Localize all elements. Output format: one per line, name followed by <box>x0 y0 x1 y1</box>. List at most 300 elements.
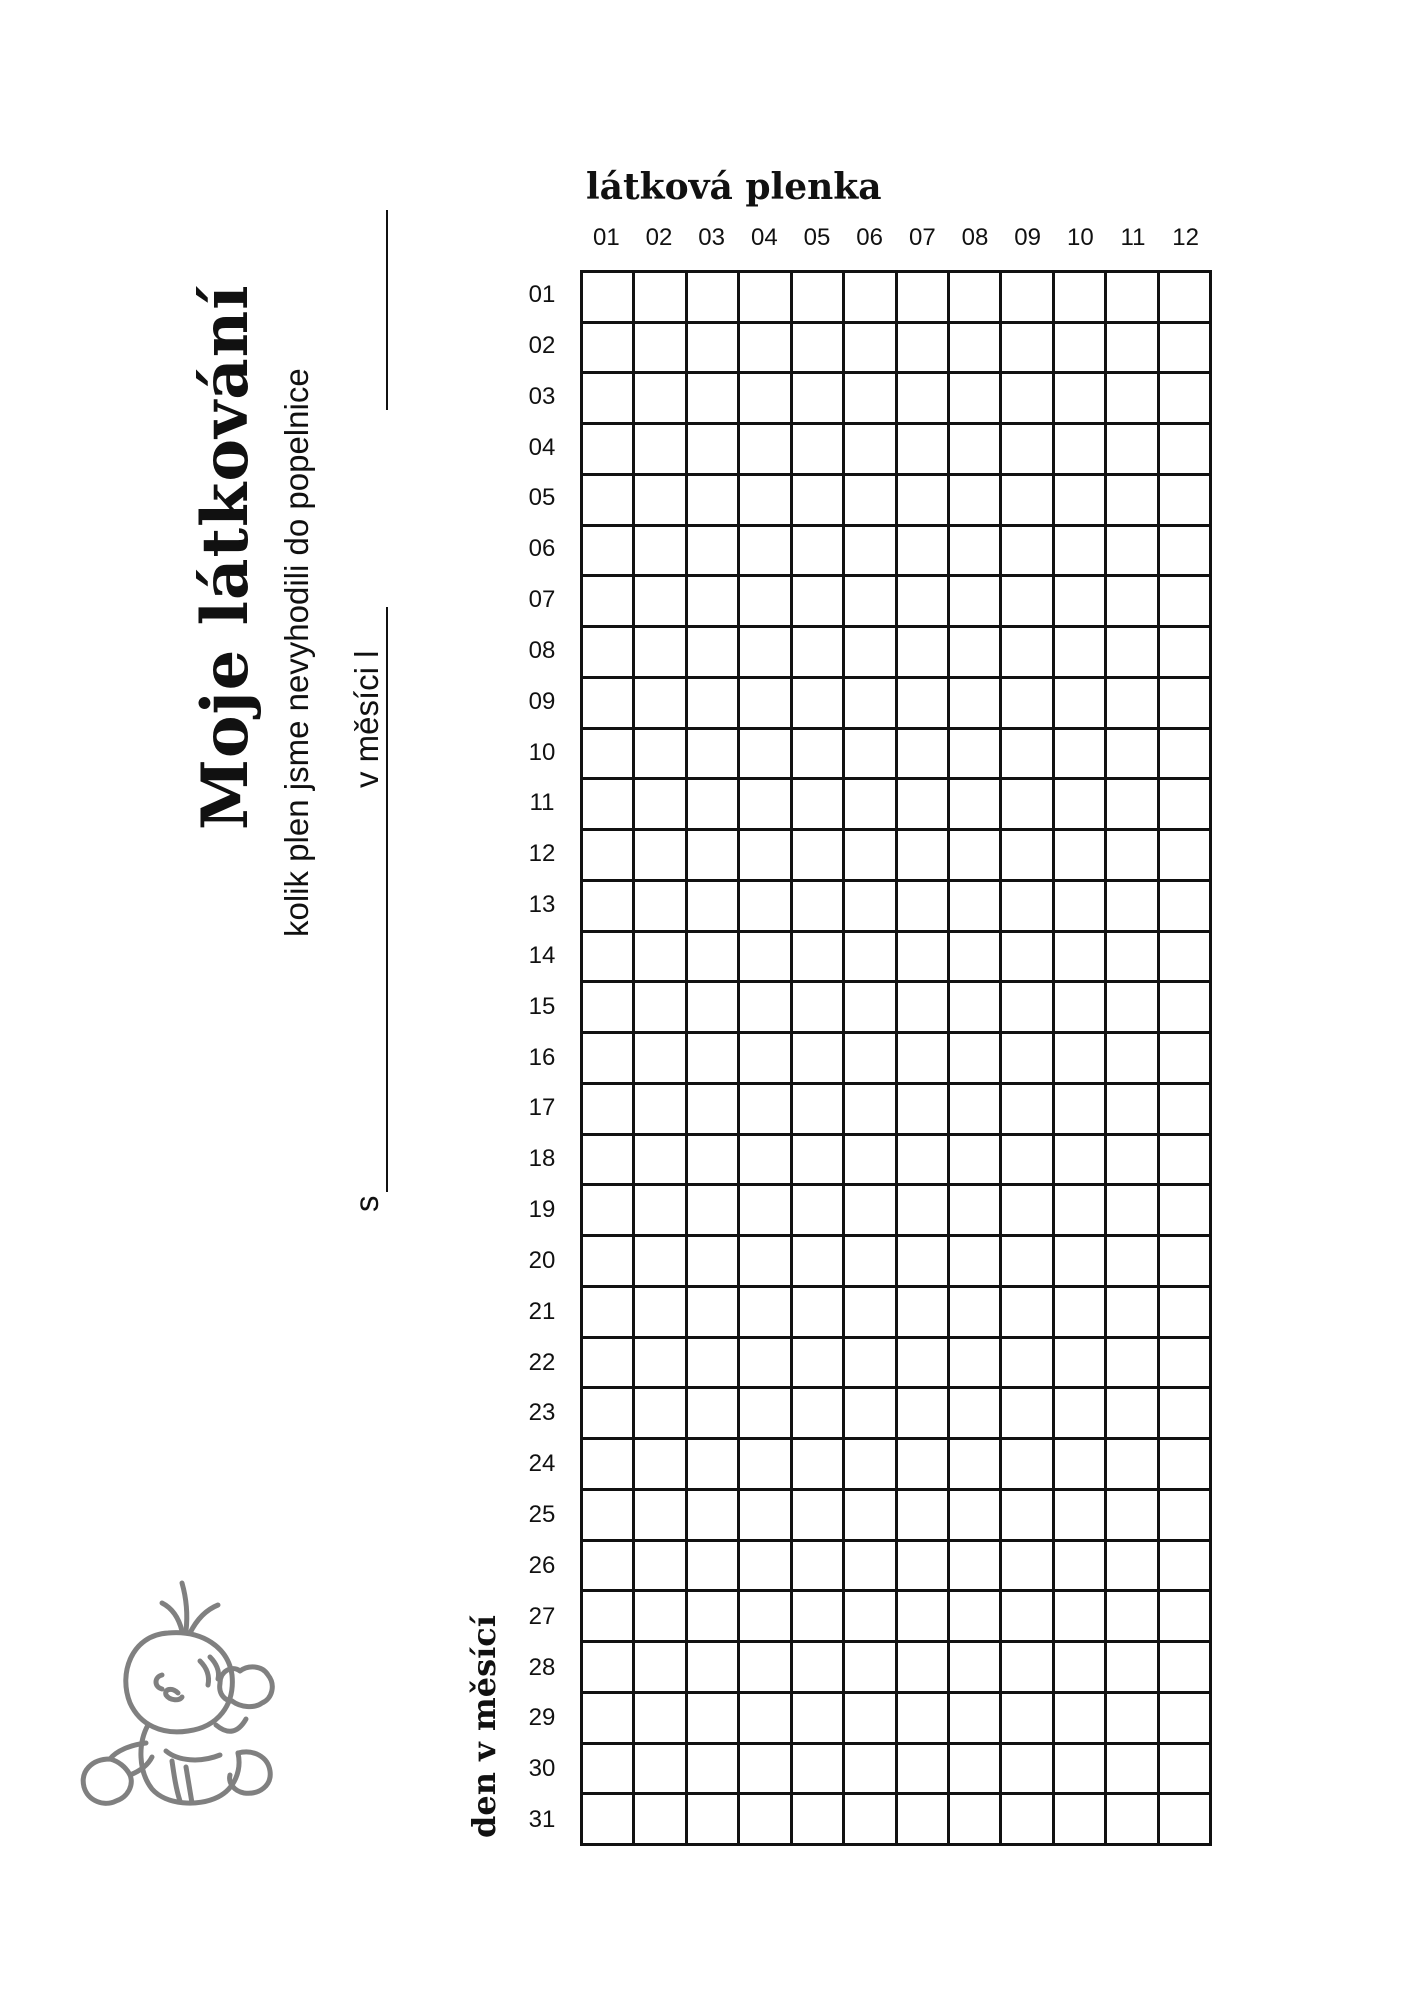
tally-cell[interactable] <box>898 1745 950 1796</box>
tally-cell[interactable] <box>1160 1440 1212 1491</box>
tally-cell[interactable] <box>1002 1186 1054 1237</box>
tally-cell[interactable] <box>583 730 635 781</box>
tally-cell[interactable] <box>1055 1542 1107 1593</box>
tally-cell[interactable] <box>740 577 792 628</box>
tally-cell[interactable] <box>1107 1440 1159 1491</box>
tally-cell[interactable] <box>583 1288 635 1339</box>
tally-cell[interactable] <box>898 1186 950 1237</box>
tally-cell[interactable] <box>1055 1795 1107 1846</box>
tally-cell[interactable] <box>1107 1643 1159 1694</box>
tally-cell[interactable] <box>793 1288 845 1339</box>
tally-cell[interactable] <box>740 476 792 527</box>
tally-cell[interactable] <box>950 324 1002 375</box>
tally-cell[interactable] <box>845 476 897 527</box>
tally-cell[interactable] <box>1002 1034 1054 1085</box>
tally-cell[interactable] <box>583 1745 635 1796</box>
tally-cell[interactable] <box>583 1694 635 1745</box>
tally-cell[interactable] <box>950 273 1002 324</box>
tally-cell[interactable] <box>898 831 950 882</box>
tally-cell[interactable] <box>635 577 687 628</box>
tally-cell[interactable] <box>635 527 687 578</box>
tally-cell[interactable] <box>793 1389 845 1440</box>
tally-cell[interactable] <box>793 1694 845 1745</box>
tally-cell[interactable] <box>740 933 792 984</box>
tally-cell[interactable] <box>845 1542 897 1593</box>
tally-cell[interactable] <box>1055 831 1107 882</box>
tally-cell[interactable] <box>1107 1542 1159 1593</box>
tally-cell[interactable] <box>793 933 845 984</box>
tally-cell[interactable] <box>1002 933 1054 984</box>
tally-cell[interactable] <box>1107 374 1159 425</box>
tally-cell[interactable] <box>740 374 792 425</box>
tally-cell[interactable] <box>635 1389 687 1440</box>
tally-cell[interactable] <box>793 374 845 425</box>
tally-cell[interactable] <box>845 1592 897 1643</box>
tally-cell[interactable] <box>1160 1491 1212 1542</box>
tally-cell[interactable] <box>740 983 792 1034</box>
tally-cell[interactable] <box>845 1795 897 1846</box>
tally-cell[interactable] <box>1002 577 1054 628</box>
tally-cell[interactable] <box>950 1440 1002 1491</box>
tally-cell[interactable] <box>635 1237 687 1288</box>
tally-cell[interactable] <box>1055 933 1107 984</box>
tally-cell[interactable] <box>898 1694 950 1745</box>
tally-cell[interactable] <box>688 1237 740 1288</box>
tally-cell[interactable] <box>688 780 740 831</box>
tally-cell[interactable] <box>793 425 845 476</box>
tally-cell[interactable] <box>740 1795 792 1846</box>
tally-cell[interactable] <box>635 1694 687 1745</box>
tally-cell[interactable] <box>1107 933 1159 984</box>
tally-cell[interactable] <box>950 1237 1002 1288</box>
tally-cell[interactable] <box>583 1237 635 1288</box>
tally-cell[interactable] <box>1055 1186 1107 1237</box>
tally-cell[interactable] <box>1055 1694 1107 1745</box>
tally-cell[interactable] <box>1002 374 1054 425</box>
tally-cell[interactable] <box>1055 730 1107 781</box>
tally-cell[interactable] <box>583 882 635 933</box>
tally-cell[interactable] <box>1055 1745 1107 1796</box>
tally-cell[interactable] <box>898 1440 950 1491</box>
tally-cell[interactable] <box>1107 882 1159 933</box>
tally-cell[interactable] <box>845 1491 897 1542</box>
tally-cell[interactable] <box>845 983 897 1034</box>
tally-cell[interactable] <box>1002 1288 1054 1339</box>
tally-cell[interactable] <box>1160 527 1212 578</box>
tally-cell[interactable] <box>898 1339 950 1390</box>
tally-cell[interactable] <box>1055 628 1107 679</box>
tally-cell[interactable] <box>583 1034 635 1085</box>
tally-cell[interactable] <box>898 1237 950 1288</box>
tally-cell[interactable] <box>740 324 792 375</box>
tally-cell[interactable] <box>688 1795 740 1846</box>
tally-cell[interactable] <box>950 1491 1002 1542</box>
tally-cell[interactable] <box>635 730 687 781</box>
tally-cell[interactable] <box>950 1034 1002 1085</box>
tally-cell[interactable] <box>793 831 845 882</box>
tally-cell[interactable] <box>688 577 740 628</box>
tally-cell[interactable] <box>950 1795 1002 1846</box>
tally-cell[interactable] <box>1055 527 1107 578</box>
tally-cell[interactable] <box>845 628 897 679</box>
tally-cell[interactable] <box>950 1085 1002 1136</box>
tally-cell[interactable] <box>1002 1085 1054 1136</box>
tally-cell[interactable] <box>845 1339 897 1390</box>
tally-cell[interactable] <box>688 1339 740 1390</box>
tally-cell[interactable] <box>845 1186 897 1237</box>
tally-cell[interactable] <box>740 1694 792 1745</box>
tally-cell[interactable] <box>1002 1440 1054 1491</box>
tally-cell[interactable] <box>845 1440 897 1491</box>
tally-cell[interactable] <box>1107 1288 1159 1339</box>
tally-cell[interactable] <box>635 780 687 831</box>
tally-cell[interactable] <box>845 1745 897 1796</box>
tally-cell[interactable] <box>950 780 1002 831</box>
tally-cell[interactable] <box>688 1288 740 1339</box>
tally-cell[interactable] <box>1002 1592 1054 1643</box>
tally-cell[interactable] <box>688 1542 740 1593</box>
tally-cell[interactable] <box>1002 679 1054 730</box>
tally-cell[interactable] <box>688 374 740 425</box>
tally-cell[interactable] <box>1160 1288 1212 1339</box>
tally-cell[interactable] <box>1055 882 1107 933</box>
tally-cell[interactable] <box>845 1694 897 1745</box>
tally-cell[interactable] <box>1055 1339 1107 1390</box>
tally-cell[interactable] <box>1055 273 1107 324</box>
tally-cell[interactable] <box>950 1136 1002 1187</box>
tally-cell[interactable] <box>1160 1745 1212 1796</box>
tally-cell[interactable] <box>793 1186 845 1237</box>
tally-cell[interactable] <box>1107 1136 1159 1187</box>
tally-cell[interactable] <box>1107 1237 1159 1288</box>
tally-cell[interactable] <box>740 831 792 882</box>
tally-cell[interactable] <box>583 273 635 324</box>
tally-cell[interactable] <box>898 780 950 831</box>
tally-cell[interactable] <box>1160 1694 1212 1745</box>
tally-cell[interactable] <box>1002 1237 1054 1288</box>
tally-cell[interactable] <box>950 933 1002 984</box>
tally-cell[interactable] <box>635 425 687 476</box>
tally-cell[interactable] <box>1160 374 1212 425</box>
tally-cell[interactable] <box>1107 1339 1159 1390</box>
tally-cell[interactable] <box>1107 1694 1159 1745</box>
tally-cell[interactable] <box>688 679 740 730</box>
tally-cell[interactable] <box>688 1694 740 1745</box>
tally-cell[interactable] <box>845 1237 897 1288</box>
tally-cell[interactable] <box>635 1795 687 1846</box>
tally-cell[interactable] <box>1002 831 1054 882</box>
tally-cell[interactable] <box>793 882 845 933</box>
tally-cell[interactable] <box>898 324 950 375</box>
tally-cell[interactable] <box>793 1085 845 1136</box>
tally-cell[interactable] <box>740 273 792 324</box>
tally-cell[interactable] <box>1160 1136 1212 1187</box>
tally-cell[interactable] <box>1002 1694 1054 1745</box>
tally-cell[interactable] <box>583 1542 635 1593</box>
tally-cell[interactable] <box>845 882 897 933</box>
tally-cell[interactable] <box>1107 476 1159 527</box>
tally-cell[interactable] <box>1055 577 1107 628</box>
tally-cell[interactable] <box>898 679 950 730</box>
tally-cell[interactable] <box>635 1339 687 1390</box>
tally-cell[interactable] <box>950 1592 1002 1643</box>
tally-cell[interactable] <box>845 577 897 628</box>
tally-cell[interactable] <box>1055 1034 1107 1085</box>
tally-cell[interactable] <box>740 1592 792 1643</box>
tally-cell[interactable] <box>793 577 845 628</box>
tally-cell[interactable] <box>1107 577 1159 628</box>
tally-cell[interactable] <box>635 1643 687 1694</box>
tally-cell[interactable] <box>793 679 845 730</box>
tally-cell[interactable] <box>1160 1389 1212 1440</box>
tally-cell[interactable] <box>898 527 950 578</box>
tally-cell[interactable] <box>583 1592 635 1643</box>
tally-cell[interactable] <box>635 628 687 679</box>
tally-cell[interactable] <box>1107 324 1159 375</box>
tally-cell[interactable] <box>1160 933 1212 984</box>
tally-cell[interactable] <box>740 1288 792 1339</box>
tally-cell[interactable] <box>740 1643 792 1694</box>
tally-cell[interactable] <box>583 1339 635 1390</box>
tally-cell[interactable] <box>898 1795 950 1846</box>
tally-cell[interactable] <box>845 1389 897 1440</box>
tally-cell[interactable] <box>1107 273 1159 324</box>
tally-cell[interactable] <box>950 730 1002 781</box>
tally-cell[interactable] <box>845 933 897 984</box>
tally-cell[interactable] <box>688 983 740 1034</box>
tally-cell[interactable] <box>1055 1440 1107 1491</box>
tally-cell[interactable] <box>1160 983 1212 1034</box>
tally-cell[interactable] <box>898 1389 950 1440</box>
tally-cell[interactable] <box>635 1034 687 1085</box>
tally-cell[interactable] <box>1055 679 1107 730</box>
tally-cell[interactable] <box>635 324 687 375</box>
tally-cell[interactable] <box>1160 882 1212 933</box>
tally-cell[interactable] <box>740 1085 792 1136</box>
tally-cell[interactable] <box>793 1491 845 1542</box>
tally-cell[interactable] <box>583 1440 635 1491</box>
tally-cell[interactable] <box>898 1136 950 1187</box>
tally-cell[interactable] <box>1055 374 1107 425</box>
tally-cell[interactable] <box>1002 628 1054 679</box>
tally-cell[interactable] <box>1160 1237 1212 1288</box>
tally-cell[interactable] <box>950 1389 1002 1440</box>
tally-cell[interactable] <box>1107 1795 1159 1846</box>
tally-cell[interactable] <box>740 1339 792 1390</box>
tally-cell[interactable] <box>793 1745 845 1796</box>
tally-cell[interactable] <box>1107 1592 1159 1643</box>
tally-cell[interactable] <box>583 933 635 984</box>
tally-cell[interactable] <box>1107 1034 1159 1085</box>
tally-cell[interactable] <box>1160 780 1212 831</box>
tally-cell[interactable] <box>740 1542 792 1593</box>
tally-cell[interactable] <box>950 1643 1002 1694</box>
tally-cell[interactable] <box>1160 425 1212 476</box>
tally-cell[interactable] <box>1002 1389 1054 1440</box>
tally-cell[interactable] <box>740 1034 792 1085</box>
tally-cell[interactable] <box>1160 1186 1212 1237</box>
tally-cell[interactable] <box>688 1085 740 1136</box>
tally-cell[interactable] <box>635 1491 687 1542</box>
tally-cell[interactable] <box>793 527 845 578</box>
tally-cell[interactable] <box>635 273 687 324</box>
tally-cell[interactable] <box>583 1085 635 1136</box>
tally-cell[interactable] <box>740 1237 792 1288</box>
tally-cell[interactable] <box>1160 273 1212 324</box>
tally-cell[interactable] <box>635 1085 687 1136</box>
tally-cell[interactable] <box>740 1440 792 1491</box>
tally-cell[interactable] <box>1002 476 1054 527</box>
tally-cell[interactable] <box>950 1694 1002 1745</box>
tally-cell[interactable] <box>1002 1136 1054 1187</box>
tally-cell[interactable] <box>583 324 635 375</box>
tally-cell[interactable] <box>740 425 792 476</box>
tally-cell[interactable] <box>793 1795 845 1846</box>
tally-cell[interactable] <box>1055 1643 1107 1694</box>
tally-cell[interactable] <box>950 425 1002 476</box>
tally-cell[interactable] <box>688 1643 740 1694</box>
tally-cell[interactable] <box>740 1136 792 1187</box>
tally-cell[interactable] <box>1160 730 1212 781</box>
tally-cell[interactable] <box>688 1440 740 1491</box>
tally-cell[interactable] <box>898 628 950 679</box>
tally-cell[interactable] <box>845 1085 897 1136</box>
tally-cell[interactable] <box>1002 1795 1054 1846</box>
tally-cell[interactable] <box>845 1643 897 1694</box>
tally-cell[interactable] <box>583 577 635 628</box>
tally-cell[interactable] <box>740 679 792 730</box>
tally-cell[interactable] <box>845 273 897 324</box>
tally-cell[interactable] <box>1160 1643 1212 1694</box>
tally-cell[interactable] <box>688 527 740 578</box>
tally-cell[interactable] <box>740 1745 792 1796</box>
tally-cell[interactable] <box>740 730 792 781</box>
tally-cell[interactable] <box>1002 983 1054 1034</box>
tally-cell[interactable] <box>845 730 897 781</box>
tally-cell[interactable] <box>688 1186 740 1237</box>
tally-cell[interactable] <box>793 273 845 324</box>
tally-cell[interactable] <box>1107 1186 1159 1237</box>
tally-cell[interactable] <box>1055 1592 1107 1643</box>
tally-cell[interactable] <box>898 374 950 425</box>
tally-cell[interactable] <box>898 476 950 527</box>
tally-cell[interactable] <box>845 324 897 375</box>
tally-cell[interactable] <box>1160 1542 1212 1593</box>
tally-cell[interactable] <box>950 882 1002 933</box>
tally-cell[interactable] <box>1160 324 1212 375</box>
tally-cell[interactable] <box>635 1186 687 1237</box>
tally-cell[interactable] <box>688 933 740 984</box>
tally-cell[interactable] <box>1002 1643 1054 1694</box>
tally-cell[interactable] <box>793 1542 845 1593</box>
tally-cell[interactable] <box>950 577 1002 628</box>
tally-cell[interactable] <box>688 831 740 882</box>
tally-cell[interactable] <box>845 780 897 831</box>
tally-cell[interactable] <box>1160 1795 1212 1846</box>
tally-cell[interactable] <box>898 1491 950 1542</box>
tally-cell[interactable] <box>583 1643 635 1694</box>
tally-cell[interactable] <box>1055 1136 1107 1187</box>
tally-cell[interactable] <box>1055 1389 1107 1440</box>
tally-cell[interactable] <box>950 1745 1002 1796</box>
tally-cell[interactable] <box>1107 983 1159 1034</box>
tally-cell[interactable] <box>793 1034 845 1085</box>
tally-cell[interactable] <box>1055 1288 1107 1339</box>
tally-cell[interactable] <box>1002 1745 1054 1796</box>
tally-cell[interactable] <box>583 1491 635 1542</box>
tally-cell[interactable] <box>1002 1542 1054 1593</box>
tally-cell[interactable] <box>1160 679 1212 730</box>
tally-cell[interactable] <box>583 374 635 425</box>
tally-cell[interactable] <box>1002 1339 1054 1390</box>
tally-cell[interactable] <box>845 374 897 425</box>
tally-cell[interactable] <box>583 1136 635 1187</box>
tally-cell[interactable] <box>1107 780 1159 831</box>
tally-cell[interactable] <box>1107 831 1159 882</box>
tally-cell[interactable] <box>1055 1491 1107 1542</box>
tally-cell[interactable] <box>950 679 1002 730</box>
tally-cell[interactable] <box>950 1288 1002 1339</box>
tally-cell[interactable] <box>898 1085 950 1136</box>
tally-cell[interactable] <box>898 273 950 324</box>
tally-cell[interactable] <box>1055 324 1107 375</box>
tally-cell[interactable] <box>845 1034 897 1085</box>
tally-cell[interactable] <box>1107 628 1159 679</box>
tally-cell[interactable] <box>845 1136 897 1187</box>
tally-cell[interactable] <box>1055 1237 1107 1288</box>
tally-cell[interactable] <box>1055 780 1107 831</box>
period-month-blank-line[interactable] <box>386 210 388 410</box>
tally-cell[interactable] <box>950 476 1002 527</box>
tally-cell[interactable] <box>1002 1491 1054 1542</box>
tally-cell[interactable] <box>950 628 1002 679</box>
tally-cell[interactable] <box>898 1592 950 1643</box>
tally-cell[interactable] <box>793 1237 845 1288</box>
tally-cell[interactable] <box>688 628 740 679</box>
tally-cell[interactable] <box>1107 679 1159 730</box>
tally-cell[interactable] <box>1160 577 1212 628</box>
tally-cell[interactable] <box>845 425 897 476</box>
tally-cell[interactable] <box>688 476 740 527</box>
tally-cell[interactable] <box>635 679 687 730</box>
tally-cell[interactable] <box>1107 1491 1159 1542</box>
tally-cell[interactable] <box>635 882 687 933</box>
tally-cell[interactable] <box>688 1136 740 1187</box>
tally-cell[interactable] <box>1160 1592 1212 1643</box>
tally-cell[interactable] <box>950 1542 1002 1593</box>
tally-cell[interactable] <box>740 1186 792 1237</box>
tally-cell[interactable] <box>898 730 950 781</box>
tally-cell[interactable] <box>740 527 792 578</box>
tally-cell[interactable] <box>635 933 687 984</box>
tally-cell[interactable] <box>1160 1339 1212 1390</box>
tally-cell[interactable] <box>583 679 635 730</box>
tally-cell[interactable] <box>635 983 687 1034</box>
tally-cell[interactable] <box>1160 1085 1212 1136</box>
tally-cell[interactable] <box>793 1440 845 1491</box>
tally-cell[interactable] <box>898 1643 950 1694</box>
tally-cell[interactable] <box>1002 273 1054 324</box>
tally-cell[interactable] <box>635 831 687 882</box>
tally-cell[interactable] <box>635 1745 687 1796</box>
tally-cell[interactable] <box>950 983 1002 1034</box>
tally-cell[interactable] <box>688 1745 740 1796</box>
tally-cell[interactable] <box>950 1186 1002 1237</box>
tally-cell[interactable] <box>1160 476 1212 527</box>
tally-cell[interactable] <box>1107 527 1159 578</box>
tally-cell[interactable] <box>1107 1389 1159 1440</box>
tally-cell[interactable] <box>583 831 635 882</box>
